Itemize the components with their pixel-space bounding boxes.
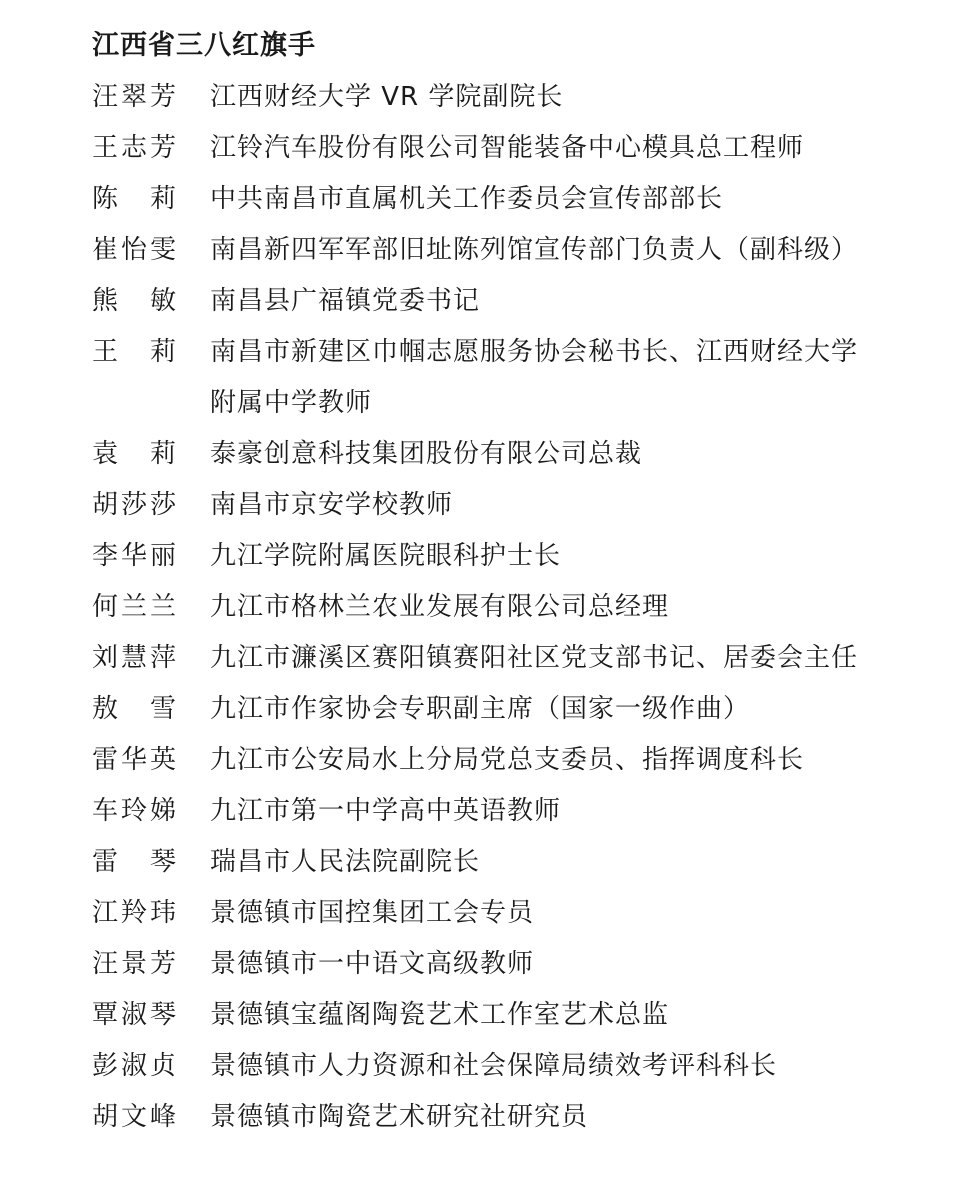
honoree-name: 江羚玮 bbox=[92, 898, 176, 928]
list-item bbox=[92, 429, 882, 480]
list-item bbox=[92, 990, 882, 1041]
list-item bbox=[92, 582, 882, 633]
honoree-name: 李华丽 bbox=[92, 541, 176, 571]
list-item bbox=[92, 174, 882, 225]
honoree-title: 景德镇宝蕴阁陶瓷艺术工作室艺术总监 bbox=[210, 1000, 670, 1030]
honoree-name: 熊敏 bbox=[92, 286, 176, 316]
honoree-name: 崔怡雯 bbox=[92, 235, 176, 265]
list-item bbox=[92, 1041, 882, 1092]
honoree-title: 九江市第一中学高中英语教师 bbox=[210, 796, 562, 826]
honoree-name: 雷琴 bbox=[92, 847, 176, 877]
honoree-name: 刘慧萍 bbox=[92, 643, 176, 673]
list-item bbox=[92, 684, 882, 735]
honoree-title: 景德镇市陶瓷艺术研究社研究员 bbox=[210, 1102, 589, 1132]
list-item bbox=[92, 327, 882, 429]
honoree-name: 汪景芳 bbox=[92, 949, 176, 979]
honoree-name: 陈莉 bbox=[92, 184, 176, 214]
honoree-title: 景德镇市国控集团工会专员 bbox=[210, 898, 535, 928]
page-title: 江西省三八红旗手 bbox=[92, 30, 316, 61]
honoree-name: 王志芳 bbox=[92, 133, 176, 163]
list-item bbox=[92, 276, 882, 327]
list-item bbox=[92, 480, 882, 531]
honoree-title: 景德镇市一中语文高级教师 bbox=[210, 949, 535, 979]
honoree-title: 瑞昌市人民法院副院长 bbox=[210, 847, 481, 877]
list-item bbox=[92, 888, 882, 939]
honoree-name: 雷华英 bbox=[92, 745, 176, 775]
honoree-name: 车玲娣 bbox=[92, 796, 176, 826]
honoree-title: 江西财经大学 VR 学院副院长 bbox=[210, 82, 564, 112]
honoree-title: 中共南昌市直属机关工作委员会宣传部部长 bbox=[210, 184, 724, 214]
list-item bbox=[92, 531, 882, 582]
list-item bbox=[92, 1092, 882, 1143]
honoree-name: 彭淑贞 bbox=[92, 1051, 176, 1081]
honoree-title: 九江市濂溪区赛阳镇赛阳社区党支部书记、居委会主任 bbox=[210, 643, 859, 673]
list-item bbox=[92, 735, 882, 786]
honoree-title: 南昌新四军军部旧址陈列馆宣传部门负责人（副科级） bbox=[210, 235, 859, 265]
list-item bbox=[92, 939, 882, 990]
list-item bbox=[92, 786, 882, 837]
list-item bbox=[92, 225, 882, 276]
list-item bbox=[92, 123, 882, 174]
honoree-title: 江铃汽车股份有限公司智能装备中心模具总工程师 bbox=[210, 133, 805, 163]
honoree-name: 王莉 bbox=[92, 337, 176, 367]
list-item bbox=[92, 837, 882, 888]
list-item bbox=[92, 72, 882, 123]
honoree-title: 九江市作家协会专职副主席（国家一级作曲） bbox=[210, 694, 751, 724]
honoree-name: 何兰兰 bbox=[92, 592, 176, 622]
honoree-title: 泰豪创意科技集团股份有限公司总裁 bbox=[210, 439, 643, 469]
honoree-name: 胡莎莎 bbox=[92, 490, 176, 520]
honoree-title: 九江市公安局水上分局党总支委员、指挥调度科长 bbox=[210, 745, 805, 775]
honoree-title: 九江学院附属医院眼科护士长 bbox=[210, 541, 562, 571]
honoree-name: 汪翠芳 bbox=[92, 82, 176, 112]
honoree-name: 胡文峰 bbox=[92, 1102, 176, 1132]
honoree-list bbox=[92, 72, 882, 1143]
honoree-name: 敖雪 bbox=[92, 694, 176, 724]
list-item bbox=[92, 633, 882, 684]
honoree-title: 南昌县广福镇党委书记 bbox=[210, 286, 481, 316]
honoree-name: 袁莉 bbox=[92, 439, 176, 469]
honoree-name: 覃淑琴 bbox=[92, 1000, 176, 1030]
honoree-title: 南昌市京安学校教师 bbox=[210, 490, 454, 520]
honoree-title: 南昌市新建区巾帼志愿服务协会秘书长、江西财经大学附属中学教师 bbox=[210, 337, 859, 418]
honoree-title: 九江市格林兰农业发展有限公司总经理 bbox=[210, 592, 670, 622]
honoree-title: 景德镇市人力资源和社会保障局绩效考评科科长 bbox=[210, 1051, 778, 1081]
